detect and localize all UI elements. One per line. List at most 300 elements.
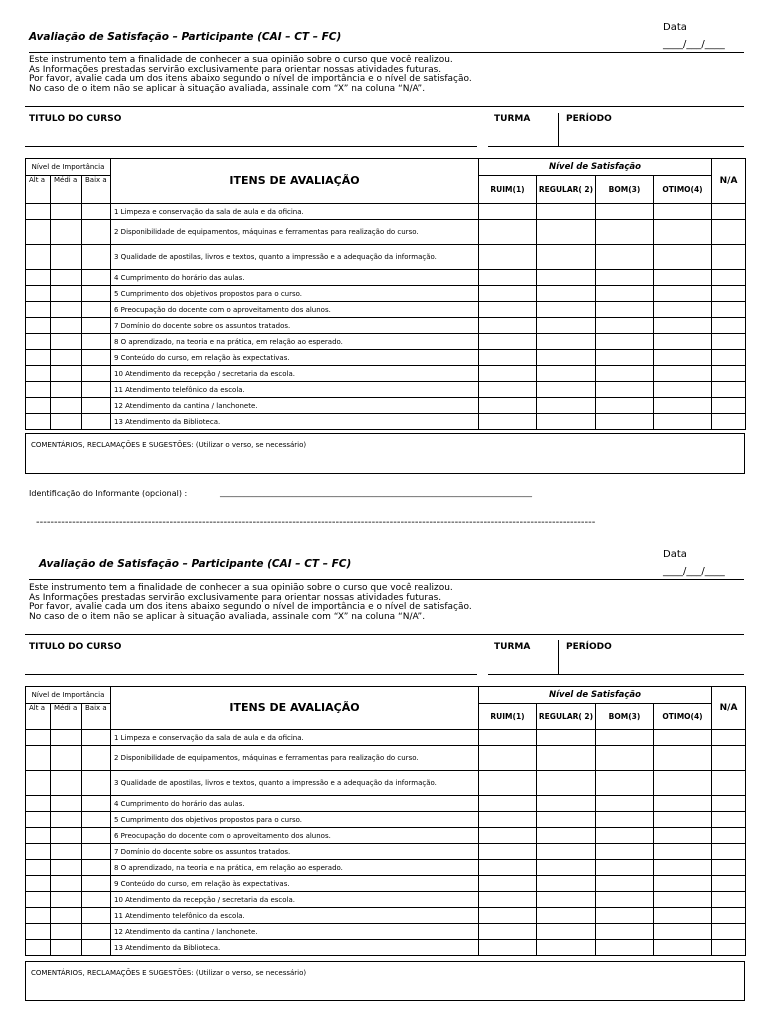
rating-bad-cell[interactable]	[479, 876, 537, 892]
period-label: PERÍODO	[566, 642, 612, 652]
rating-excellent-cell[interactable]	[654, 245, 712, 270]
high-header: Alt a	[26, 704, 51, 730]
rating-good-cell[interactable]	[596, 220, 654, 245]
evaluation-item: 8 O aprendizado, na teoria e na prática, em relação ao esperado.	[111, 860, 479, 876]
evaluation-item: 3 Qualidade de apostilas, livros e textos, quanto a impressão e a adequação da informação.	[111, 245, 479, 270]
importance-low-cell[interactable]	[82, 908, 111, 924]
importance-low-cell[interactable]	[82, 334, 111, 350]
rating-excellent-cell[interactable]	[654, 828, 712, 844]
rating-regular-cell[interactable]	[537, 398, 596, 414]
course-title-field[interactable]	[25, 146, 477, 147]
rating-bad-cell[interactable]	[479, 220, 537, 245]
importance-medium-cell[interactable]	[51, 892, 82, 908]
rating-regular-cell[interactable]	[537, 334, 596, 350]
importance-medium-cell[interactable]	[51, 318, 82, 334]
importance-high-cell[interactable]	[26, 245, 51, 270]
rating-bad-cell[interactable]	[479, 924, 537, 940]
na-cell[interactable]	[712, 398, 746, 414]
importance-low-cell[interactable]	[82, 730, 111, 746]
importance-medium-cell[interactable]	[51, 302, 82, 318]
importance-high-cell[interactable]	[26, 796, 51, 812]
evaluation-item: 6 Preocupação do docente com o aproveitamento dos alunos.	[111, 828, 479, 844]
importance-medium-cell[interactable]	[51, 876, 82, 892]
table-row	[26, 771, 746, 796]
rating-bad-cell[interactable]	[479, 286, 537, 302]
importance-high-cell[interactable]	[26, 924, 51, 940]
rating-bad-cell[interactable]	[479, 860, 537, 876]
importance-high-cell[interactable]	[26, 940, 51, 956]
rating-good-cell[interactable]	[596, 366, 654, 382]
importance-medium-cell[interactable]	[51, 286, 82, 302]
intro-text: Este instrumento tem a finalidade de conhecer a sua opinião sobre o curso que você realizou. As Informações prestadas servirão exclusivamente para orientar nossas atividades futuras. Por favor, avalie cada um dos itens abaixo segundo o nível de importância e o nível de satisfação. No caso de o item não se aplicar à situação avaliada, assinale com “X” na coluna “N/A”.	[29, 55, 472, 95]
table-row	[26, 812, 746, 828]
importance-high-cell[interactable]	[26, 892, 51, 908]
rating-good-cell[interactable]	[596, 796, 654, 812]
na-cell[interactable]	[712, 204, 746, 220]
rating-excellent-cell[interactable]	[654, 286, 712, 302]
header-divider	[29, 52, 744, 53]
importance-low-cell[interactable]	[82, 892, 111, 908]
na-cell[interactable]	[712, 414, 746, 430]
na-cell[interactable]	[712, 350, 746, 366]
na-cell[interactable]	[712, 286, 746, 302]
importance-low-cell[interactable]	[82, 270, 111, 286]
importance-high-cell[interactable]	[26, 220, 51, 245]
importance-low-cell[interactable]	[82, 350, 111, 366]
rating-good-cell[interactable]	[596, 940, 654, 956]
importance-medium-cell[interactable]	[51, 828, 82, 844]
rating-excellent-cell[interactable]	[654, 270, 712, 286]
rating-bad-cell[interactable]	[479, 350, 537, 366]
rating-bad-cell[interactable]	[479, 828, 537, 844]
rating-good-cell[interactable]	[596, 286, 654, 302]
evaluation-item: 13 Atendimento da Biblioteca.	[111, 414, 479, 430]
importance-high-cell[interactable]	[26, 828, 51, 844]
rating-excellent-cell[interactable]	[654, 924, 712, 940]
importance-medium-cell[interactable]	[51, 730, 82, 746]
rating-bad-cell[interactable]	[479, 892, 537, 908]
rating-excellent-cell[interactable]	[654, 844, 712, 860]
na-cell[interactable]	[712, 318, 746, 334]
good-header: BOM(3)	[596, 176, 654, 204]
intro-divider	[25, 106, 744, 107]
importance-low-cell[interactable]	[82, 860, 111, 876]
importance-low-cell[interactable]	[82, 796, 111, 812]
items-header: ITENS DE AVALIAÇÃO	[111, 159, 479, 204]
rating-bad-cell[interactable]	[479, 908, 537, 924]
intro-text: Este instrumento tem a finalidade de conhecer a sua opinião sobre o curso que você realizou. As Informações prestadas servirão exclusivamente para orientar nossas atividades futuras. Por favor, avalie cada um dos itens abaixo segundo o nível de importância e o nível de satisfação. No caso de o item não se aplicar à situação avaliada, assinale com “X” na coluna “N/A”.	[29, 583, 472, 623]
table-row	[26, 940, 746, 956]
rating-regular-cell[interactable]	[537, 860, 596, 876]
rating-good-cell[interactable]	[596, 828, 654, 844]
rating-regular-cell[interactable]	[537, 366, 596, 382]
na-cell[interactable]	[712, 892, 746, 908]
na-cell[interactable]	[712, 366, 746, 382]
comments-box[interactable]	[25, 433, 745, 474]
excellent-header: OTIMO(4)	[654, 176, 712, 204]
na-cell[interactable]	[712, 924, 746, 940]
na-cell[interactable]	[712, 245, 746, 270]
importance-low-cell[interactable]	[82, 828, 111, 844]
importance-medium-cell[interactable]	[51, 844, 82, 860]
importance-high-cell[interactable]	[26, 334, 51, 350]
rating-bad-cell[interactable]	[479, 334, 537, 350]
evaluation-item: 11 Atendimento telefônico da escola.	[111, 382, 479, 398]
rating-bad-cell[interactable]	[479, 812, 537, 828]
importance-low-cell[interactable]	[82, 940, 111, 956]
date-field[interactable]: ____/___/____	[663, 566, 725, 577]
rating-excellent-cell[interactable]	[654, 876, 712, 892]
header-divider	[29, 579, 744, 580]
rating-good-cell[interactable]	[596, 350, 654, 366]
rating-excellent-cell[interactable]	[654, 334, 712, 350]
importance-high-cell[interactable]	[26, 270, 51, 286]
field-separator	[558, 640, 559, 674]
evaluation-item: 2 Disponibilidade de equipamentos, máquinas e ferramentas para realização do curso.	[111, 220, 479, 245]
importance-medium-cell[interactable]	[51, 908, 82, 924]
evaluation-item: 1 Limpeza e conservação da sala de aula e da oficina.	[111, 730, 479, 746]
evaluation-item: 9 Conteúdo do curso, em relação às expectativas.	[111, 350, 479, 366]
low-header: Baix a	[82, 176, 111, 204]
rating-bad-cell[interactable]	[479, 730, 537, 746]
evaluation-item: 6 Preocupação do docente com o aproveitamento dos alunos.	[111, 302, 479, 318]
importance-low-cell[interactable]	[82, 286, 111, 302]
excellent-header: OTIMO(4)	[654, 704, 712, 730]
na-cell[interactable]	[712, 270, 746, 286]
rating-bad-cell[interactable]	[479, 270, 537, 286]
importance-low-cell[interactable]	[82, 318, 111, 334]
table-row	[26, 746, 746, 771]
rating-good-cell[interactable]	[596, 771, 654, 796]
rating-excellent-cell[interactable]	[654, 318, 712, 334]
rating-excellent-cell[interactable]	[654, 771, 712, 796]
importance-high-cell[interactable]	[26, 318, 51, 334]
table-row	[26, 924, 746, 940]
importance-high-cell[interactable]	[26, 876, 51, 892]
importance-high-cell[interactable]	[26, 366, 51, 382]
rating-regular-cell[interactable]	[537, 908, 596, 924]
importance-high-cell[interactable]	[26, 771, 51, 796]
rating-regular-cell[interactable]	[537, 270, 596, 286]
rating-good-cell[interactable]	[596, 302, 654, 318]
rating-good-cell[interactable]	[596, 876, 654, 892]
regular-header: REGULAR( 2)	[537, 704, 596, 730]
na-cell[interactable]	[712, 771, 746, 796]
importance-low-cell[interactable]	[82, 204, 111, 220]
importance-low-cell[interactable]	[82, 924, 111, 940]
bad-header: RUIM(1)	[479, 704, 537, 730]
informant-label: Identificação do Informante (opcional) :	[29, 489, 188, 498]
evaluation-item: 9 Conteúdo do curso, em relação às expectativas.	[111, 876, 479, 892]
rating-bad-cell[interactable]	[479, 382, 537, 398]
rating-bad-cell[interactable]	[479, 771, 537, 796]
importance-medium-cell[interactable]	[51, 204, 82, 220]
rating-regular-cell[interactable]	[537, 924, 596, 940]
evaluation-item: 5 Cumprimento dos objetivos propostos para o curso.	[111, 812, 479, 828]
importance-low-cell[interactable]	[82, 398, 111, 414]
rating-good-cell[interactable]	[596, 398, 654, 414]
rating-excellent-cell[interactable]	[654, 414, 712, 430]
na-cell[interactable]	[712, 940, 746, 956]
rating-good-cell[interactable]	[596, 730, 654, 746]
class-label: TURMA	[494, 642, 531, 652]
importance-high-cell[interactable]	[26, 860, 51, 876]
rating-regular-cell[interactable]	[537, 350, 596, 366]
rating-good-cell[interactable]	[596, 204, 654, 220]
rating-excellent-cell[interactable]	[654, 204, 712, 220]
rating-excellent-cell[interactable]	[654, 940, 712, 956]
table-row	[26, 318, 746, 334]
evaluation-item: 10 Atendimento da recepção / secretaria da escola.	[111, 892, 479, 908]
importance-high-cell[interactable]	[26, 730, 51, 746]
rating-regular-cell[interactable]	[537, 746, 596, 771]
bad-header: RUIM(1)	[479, 176, 537, 204]
rating-regular-cell[interactable]	[537, 220, 596, 245]
importance-medium-cell[interactable]	[51, 414, 82, 430]
rating-bad-cell[interactable]	[479, 302, 537, 318]
rating-regular-cell[interactable]	[537, 382, 596, 398]
importance-medium-cell[interactable]	[51, 220, 82, 245]
na-header: N/A	[712, 687, 746, 730]
importance-high-cell[interactable]	[26, 908, 51, 924]
importance-medium-cell[interactable]	[51, 245, 82, 270]
table-row	[26, 204, 746, 220]
importance-low-cell[interactable]	[82, 812, 111, 828]
evaluation-item: 5 Cumprimento dos objetivos propostos para o curso.	[111, 286, 479, 302]
period-label: PERÍODO	[566, 114, 612, 124]
importance-medium-cell[interactable]	[51, 812, 82, 828]
class-period-field[interactable]	[488, 146, 744, 147]
evaluation-item: 8 O aprendizado, na teoria e na prática, em relação ao esperado.	[111, 334, 479, 350]
na-cell[interactable]	[712, 828, 746, 844]
rating-regular-cell[interactable]	[537, 940, 596, 956]
evaluation-item: 7 Domínio do docente sobre os assuntos tratados.	[111, 844, 479, 860]
importance-medium-cell[interactable]	[51, 270, 82, 286]
importance-low-cell[interactable]	[82, 366, 111, 382]
rating-excellent-cell[interactable]	[654, 350, 712, 366]
course-title-label: TITULO DO CURSO	[29, 642, 122, 652]
evaluation-item: 1 Limpeza e conservação da sala de aula e da oficina.	[111, 204, 479, 220]
date-field[interactable]: ____/___/____	[663, 39, 725, 50]
importance-medium-cell[interactable]	[51, 398, 82, 414]
table-row	[26, 860, 746, 876]
na-cell[interactable]	[712, 746, 746, 771]
rating-regular-cell[interactable]	[537, 204, 596, 220]
rating-excellent-cell[interactable]	[654, 220, 712, 245]
na-cell[interactable]	[712, 220, 746, 245]
rating-good-cell[interactable]	[596, 812, 654, 828]
rating-good-cell[interactable]	[596, 844, 654, 860]
rating-good-cell[interactable]	[596, 318, 654, 334]
table-row	[26, 414, 746, 430]
course-title-field[interactable]	[25, 674, 477, 675]
table-row	[26, 302, 746, 318]
table-row	[26, 844, 746, 860]
importance-low-cell[interactable]	[82, 844, 111, 860]
importance-medium-cell[interactable]	[51, 924, 82, 940]
na-cell[interactable]	[712, 860, 746, 876]
course-title-label: TITULO DO CURSO	[29, 114, 122, 124]
evaluation-item: 12 Atendimento da cantina / lanchonete.	[111, 924, 479, 940]
evaluation-item: 3 Qualidade de apostilas, livros e textos, quanto a impressão e a adequação da informação.	[111, 771, 479, 796]
table-row	[26, 876, 746, 892]
importance-high-cell[interactable]	[26, 204, 51, 220]
rating-excellent-cell[interactable]	[654, 796, 712, 812]
high-header: Alt a	[26, 176, 51, 204]
rating-good-cell[interactable]	[596, 245, 654, 270]
rating-good-cell[interactable]	[596, 414, 654, 430]
importance-high-cell[interactable]	[26, 398, 51, 414]
importance-header: Nível de Importância	[26, 159, 111, 176]
rating-excellent-cell[interactable]	[654, 746, 712, 771]
rating-bad-cell[interactable]	[479, 204, 537, 220]
rating-regular-cell[interactable]	[537, 414, 596, 430]
rating-regular-cell[interactable]	[537, 828, 596, 844]
rating-excellent-cell[interactable]	[654, 908, 712, 924]
rating-good-cell[interactable]	[596, 860, 654, 876]
rating-excellent-cell[interactable]	[654, 730, 712, 746]
na-cell[interactable]	[712, 812, 746, 828]
class-period-field[interactable]	[488, 674, 744, 675]
na-cell[interactable]	[712, 730, 746, 746]
evaluation-item: 4 Cumprimento do horário das aulas.	[111, 796, 479, 812]
na-cell[interactable]	[712, 876, 746, 892]
rating-bad-cell[interactable]	[479, 940, 537, 956]
importance-medium-cell[interactable]	[51, 382, 82, 398]
rating-bad-cell[interactable]	[479, 366, 537, 382]
rating-regular-cell[interactable]	[537, 892, 596, 908]
table-row	[26, 828, 746, 844]
rating-bad-cell[interactable]	[479, 746, 537, 771]
importance-medium-cell[interactable]	[51, 366, 82, 382]
rating-regular-cell[interactable]	[537, 876, 596, 892]
rating-excellent-cell[interactable]	[654, 860, 712, 876]
rating-excellent-cell[interactable]	[654, 812, 712, 828]
rating-bad-cell[interactable]	[479, 245, 537, 270]
table-row	[26, 382, 746, 398]
na-cell[interactable]	[712, 908, 746, 924]
rating-regular-cell[interactable]	[537, 771, 596, 796]
table-row	[26, 220, 746, 245]
table-row	[26, 730, 746, 746]
na-cell[interactable]	[712, 382, 746, 398]
rating-regular-cell[interactable]	[537, 844, 596, 860]
importance-high-cell[interactable]	[26, 812, 51, 828]
rating-regular-cell[interactable]	[537, 730, 596, 746]
importance-medium-cell[interactable]	[51, 334, 82, 350]
importance-low-cell[interactable]	[82, 220, 111, 245]
class-label: TURMA	[494, 114, 531, 124]
rating-regular-cell[interactable]	[537, 245, 596, 270]
na-cell[interactable]	[712, 302, 746, 318]
rating-good-cell[interactable]	[596, 924, 654, 940]
rating-bad-cell[interactable]	[479, 414, 537, 430]
low-header: Baix a	[82, 704, 111, 730]
informant-field[interactable]: ______________________________________________________________________________	[220, 488, 532, 497]
importance-medium-cell[interactable]	[51, 940, 82, 956]
table-row	[26, 908, 746, 924]
evaluation-table	[25, 158, 746, 430]
medium-header: Médi a	[51, 704, 82, 730]
importance-low-cell[interactable]	[82, 414, 111, 430]
rating-good-cell[interactable]	[596, 270, 654, 286]
importance-high-cell[interactable]	[26, 746, 51, 771]
na-cell[interactable]	[712, 334, 746, 350]
importance-medium-cell[interactable]	[51, 860, 82, 876]
rating-regular-cell[interactable]	[537, 286, 596, 302]
comments-label: COMENTÁRIOS, RECLAMAÇÕES E SUGESTÕES: (Utilizar o verso, se necessário)	[31, 441, 307, 449]
importance-medium-cell[interactable]	[51, 771, 82, 796]
na-cell[interactable]	[712, 844, 746, 860]
importance-high-cell[interactable]	[26, 414, 51, 430]
rating-excellent-cell[interactable]	[654, 366, 712, 382]
rating-bad-cell[interactable]	[479, 796, 537, 812]
comments-label: COMENTÁRIOS, RECLAMAÇÕES E SUGESTÕES: (Utilizar o verso, se necessário)	[31, 969, 307, 977]
rating-excellent-cell[interactable]	[654, 398, 712, 414]
importance-low-cell[interactable]	[82, 245, 111, 270]
date-label: Data	[663, 22, 687, 33]
rating-excellent-cell[interactable]	[654, 302, 712, 318]
importance-medium-cell[interactable]	[51, 350, 82, 366]
regular-header: REGULAR( 2)	[537, 176, 596, 204]
rating-regular-cell[interactable]	[537, 796, 596, 812]
cut-line: -----------------------------------------------------------------------------------------------------------------------------------------------------------	[36, 517, 596, 528]
table-row	[26, 796, 746, 812]
evaluation-item: 4 Cumprimento do horário das aulas.	[111, 270, 479, 286]
importance-high-cell[interactable]	[26, 844, 51, 860]
rating-regular-cell[interactable]	[537, 812, 596, 828]
importance-high-cell[interactable]	[26, 286, 51, 302]
items-header: ITENS DE AVALIAÇÃO	[111, 687, 479, 730]
importance-medium-cell[interactable]	[51, 746, 82, 771]
comments-box[interactable]	[25, 961, 745, 1001]
rating-good-cell[interactable]	[596, 334, 654, 350]
rating-regular-cell[interactable]	[537, 302, 596, 318]
evaluation-item: 10 Atendimento da recepção / secretaria da escola.	[111, 366, 479, 382]
evaluation-table	[25, 686, 746, 956]
importance-low-cell[interactable]	[82, 382, 111, 398]
rating-good-cell[interactable]	[596, 382, 654, 398]
importance-high-cell[interactable]	[26, 382, 51, 398]
table-row	[26, 350, 746, 366]
field-separator	[558, 113, 559, 146]
good-header: BOM(3)	[596, 704, 654, 730]
rating-bad-cell[interactable]	[479, 318, 537, 334]
rating-bad-cell[interactable]	[479, 398, 537, 414]
form-title: Avaliação de Satisfação – Participante (CAI – CT – FC)	[39, 558, 352, 570]
rating-regular-cell[interactable]	[537, 318, 596, 334]
rating-good-cell[interactable]	[596, 746, 654, 771]
importance-medium-cell[interactable]	[51, 796, 82, 812]
table-row	[26, 334, 746, 350]
rating-excellent-cell[interactable]	[654, 892, 712, 908]
rating-bad-cell[interactable]	[479, 844, 537, 860]
importance-low-cell[interactable]	[82, 746, 111, 771]
satisfaction-header: Nível de Satisfação	[479, 687, 712, 704]
importance-low-cell[interactable]	[82, 771, 111, 796]
rating-excellent-cell[interactable]	[654, 382, 712, 398]
importance-high-cell[interactable]	[26, 302, 51, 318]
na-cell[interactable]	[712, 796, 746, 812]
rating-good-cell[interactable]	[596, 908, 654, 924]
satisfaction-header: Nível de Satisfação	[479, 159, 712, 176]
rating-good-cell[interactable]	[596, 892, 654, 908]
importance-low-cell[interactable]	[82, 876, 111, 892]
table-row	[26, 892, 746, 908]
importance-high-cell[interactable]	[26, 350, 51, 366]
table-row	[26, 245, 746, 270]
importance-low-cell[interactable]	[82, 302, 111, 318]
